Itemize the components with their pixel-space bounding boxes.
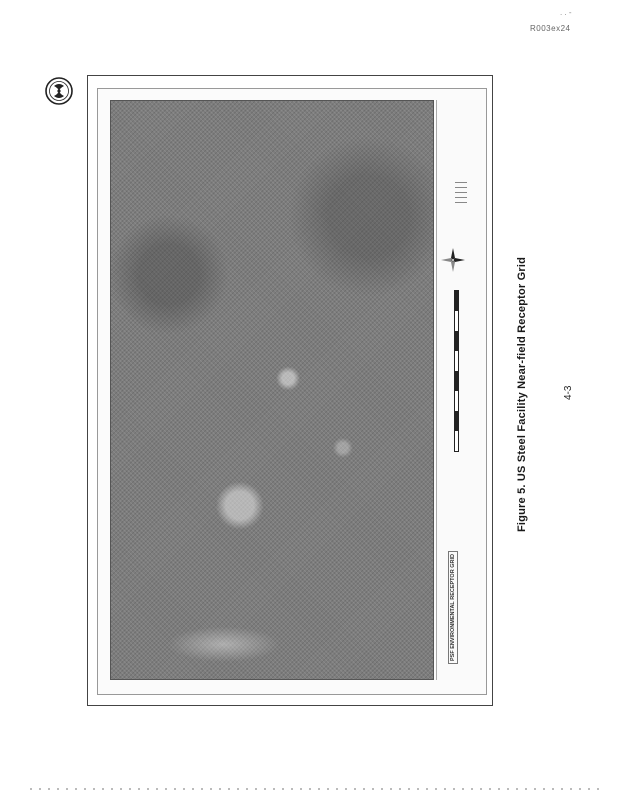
legend-symbols [455,178,467,228]
aerial-photo-map [110,100,434,680]
scan-artifacts [30,788,600,790]
figure-caption: Figure 5. US Steel Facility Near-field Receptor Grid [516,256,528,532]
map-scale-bar [454,290,459,452]
agency-seal-icon [45,77,73,105]
page-number: 4-3 [563,385,574,400]
scan-marks: . . - [560,8,572,17]
legend-title: PSF ENVIRONMENTAL RECEPTOR GRID [448,551,458,664]
document-id: R003ex24 [530,24,571,33]
north-arrow-icon [440,247,466,273]
